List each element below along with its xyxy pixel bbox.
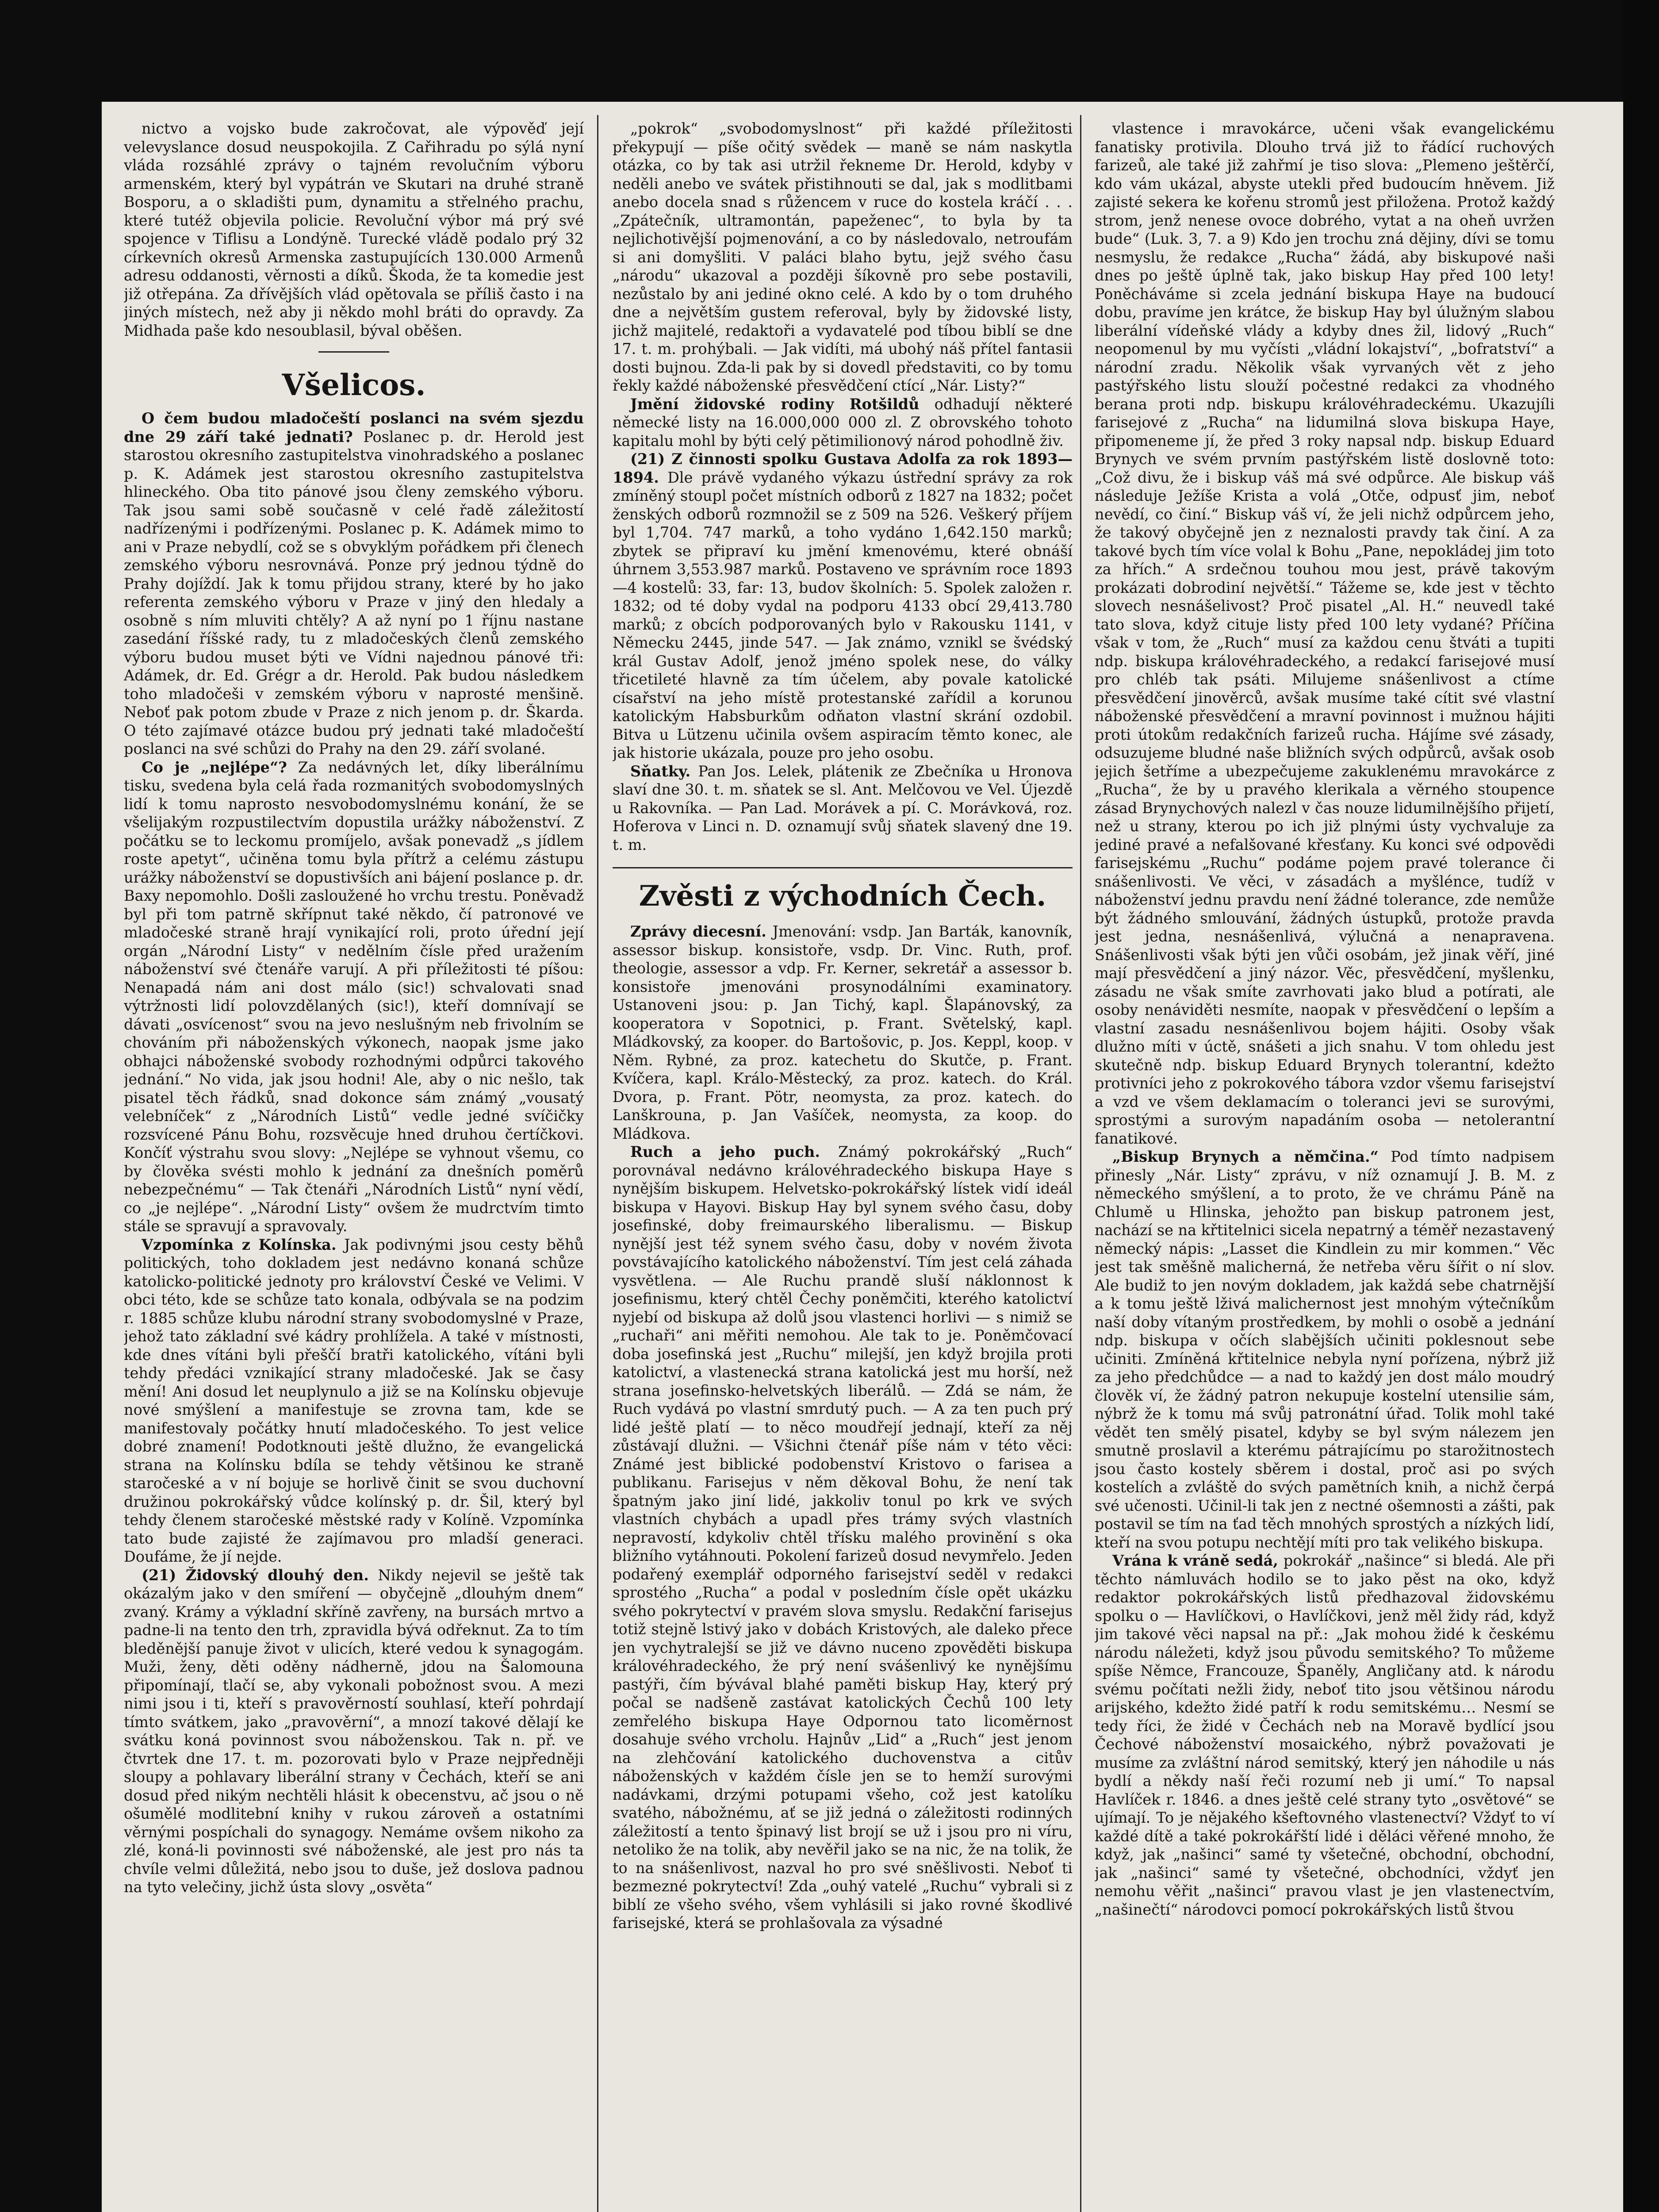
article [124,758,584,1236]
column-1 [124,119,584,2212]
article [613,922,1073,1143]
article [124,1566,584,1897]
article [613,1143,1073,1932]
article-title: (21) Židovský dlouhý den. [142,1566,369,1584]
scan-right-edge [1623,0,1659,2212]
article-body: Nikdy nejevil se ještě tak okázalým jako v den smíření — obyčejně „dlouhým dnem“ zvaný. Krámy a výkladní skříně zavřeny, na bursách mrtvo a padne-li na tento den trh, zpravidla bývá odřeknut. Za to tím bleděnější panuje život v ulicích, které vedou k synagogám. Muži, ženy, děti oděny nádherně, jdou na Šalomouna připomínají, tlačí se, aby vykonali pobožnost svou. A mezi nimi jsou i ti, kteří s pravověrností souhlasí, kteří pohrdají tímto svátkem, jako „pravověrní“, a mnozí takové dělají ke svátku koná povinnost svou náboženskou. Tak n. př. ve čtvrtek dne 17. t. m. pozorovati bylo v Praze nejpředněji sloupy a pohlavary liberální strany v Čechách, kteří se ani dosud před nikým nechtěli hlásit k obecenstvu, ač jsou o ně ošumělé modlitební knihy v rukou zároveň a ostatními věrnými pospíchali do synagogy. Nemáme ovšem nikoho za zlé, koná-li povinnosti své náboženské, ale jest pro nás ta chvíle velmi důležitá, nebo jsou to duše, jež doslova padnou na tyto velečiny, jichž ústa slovy „osvěta“ [124,1566,584,1896]
article [124,1236,584,1566]
article-body: Dle právě vydaného výkazu ústřední správy za rok zmíněný stoupl počet místních odborů z 1827 na 1832; počet ženských odborů rozmnožil se z 509 na 526. Veškerý příjem byl 1,704. 747 marků, a toho vydáno 1,642.150 marků; zbytek se připraví ku jmění kmenovému, které obnáší úhrnem 3,553.987 marků. Postaveno ve správním roce 1893 —4 kostelů: 33, far: 13, budov školních: 5. Spolek založen r. 1832; od té doby vydal na podporu 4133 obcí 29,413.780 marků; z obcích podporovaných bylo v Rakousku 1141, v Německu 2445, jinde 547. — Jak známo, vznikl se švédský král Gustav Adolf, jenož jméno spolek nese, do války třicetileté hlavně za tím účelem, aby povale katolické císařství na jeho místě protestanské zařídil a korunou katolickým Habsburkům odňaton vlastní skrání ozdobil. Bitva u Lützenu učinila ovšem aspiracím těmto konec, ale jak historie ukázala, pouze pro jeho osobu. [613,469,1073,761]
article-title: Ruch a jeho puch. [630,1143,820,1160]
article-title: Vrána k vráně sedá, [1112,1552,1278,1569]
article-body: Za nedávných let, díky liberálnímu tisku, svedena byla celá řada rozmanitých svobodomyslných lidí k tomu naprosto nesvobodomyslnému konání, že se všelijakým rozpustilectvím dopustila urážky náboženství. Z počátku se to leckomu promíjelo, avšak ponevadž „s jídlem roste apetyt“, učiněna tomu byla přítrž a celému zástupu urážky náboženství se dopustivších ani bájení poslance p. dr. Baxy nepomohlo. Došli zasloužené ho vrchu trestu. Poněvadž byl při tom patrně skřípnut také někdo, čí patronové ve mladočeské straně hrají vynikající roli, proto úřední její orgán „Národní Listy“ v nedělním čísle před uražením náboženství své čtenáře varují. A při příležitosti té píšou: Nenapadá nám ani dost málo (sic!) schvalovati snad výtržnosti lidí polovzdělaných (sic!), kteří domnívají se dávati „osvícenost“ svou na jevo neslušným neb frivolním se chováním při náboženských výkonech, naopak jsme jako obhajci náboženské svobody rozhodnými odpůrci takového jednání.“ No vida, jak jsou hodni! Ale, aby o nic nešlo, tak pisatel těch řádků, snad dokonce sám známý „vousatý velebníček“ z „Národních Listů“ vedle jedné svíčičky rozsvícené Pánu Bohu, rozsvěcuje hned druhou čertíčkovi. Končíť výstrahu svou slovy: „Nejlépe se vyhnout všemu, co by člověka svésti mohlo k jednání za dnešních poměrů nebezpečnému“ — Tak čtenáři „Národních Listů“ nyní vědí, co „je nejlépe“. „Národní Listy“ ovšem že mudrctvím timto stále se spravují a spravovaly. [124,758,584,1235]
article-body: Známý pokrokářský „Ruch“ porovnával nedávno královéhradeckého biskupa Haye s nynějším biskupem. Helvetsko-pokrokářský lístek vidí ideál biskupa v Hayovi. Biskup Hay byl synem svého času, doby josefinské, doby freimaurského liberalismu. — Biskup nynější jest též synem svého času, doby v novém života povstávajícího katolického náboženství. Tím jest celá záhada vysvětlena. — Ale Ruchu prandě sluší náklonnost k josefinismu, který chtěl Čechy poněmčiti, kterého katolictví nyjebí od biskupa až dolů jsou vlastenci horlivi — s nimiž se „ruchaři“ ani měřiti nemohou. Ale tak to je. Poněmčovací doba josefinská jest „Ruchu“ milejší, jen když brojila proti katolictví, a vlastenecká strana katolická jest mu horší, než strana josefinsko-helvetských liberálů. — Zdá se nám, že Ruch vydává po vlastní smrdutý puch. — A za ten puch prý lidé ještě platí — to něco moudřejí jednají, kteří za něj zůstávají dlužni. — Všichni čtenář píše nám v této věci: Známé jest biblické podobenství Kristovo o farisea a publikanu. Farisejus v něm děkoval Bohu, že není tak špatným jako jiní lidé, jakkoliv tonul po krk ve svých vlastních chybách a upadl přes trámy svých vlastních nepravostí, kdykoliv chtěl třísku malého provinění s oka bližního vytáhnouti. Pokolení farizeů dosud nevymřelo. Jeden podařený exemplář odporného farisejství seděl v redakci sprostého „Rucha“ a podal v posledním čísle opět ukázku svého pokrytectví v pravém slova smyslu. Redakční farisejus totiž stejně lstivý jako v dobách Kristových, ale daleko přece jen vychytralejší se již ve dávno nuceno zpověděti biskupa královéhradeckého, že prý není svášenlivý ke nynějšímu pastýři, čím bývával blahé paměti biskup Hay, který prý počal se nadšeně zastávat katolických Čechů 100 lety zemřelého biskupa Haye Odpornou tato licoměrnost dosahuje svého vrcholu. Hajnův „Lid“ a „Ruch“ jest jenom na zlehčování katolického duchovenstva a citův náboženských v každém čísle jen se to hemží surovými nadávkami, drzými potupami všeho, což jest katolíku svatého, nábožnému, ať se již jedná o záležitosti rodinných záležitostí a tento špinavý list brojí se už i jsou pro ni víru, netoliko že na tolik, aby nevěřil jako se na nic, že na tolik, že to na snášenlivost, nazval ho pro své sněšlivosti. Neboť ti bezmezné pokrytectví! Zda „ouhý vatelé „Ruchu“ vybrali si z biblí ze všeho svého, všem vyhlásili si jako rovné škodlivé farisejské, která se prohlašovala za výsadné [613,1143,1073,1932]
article-title: O čem budou mladočeští poslanci na svém sjezdu dne 29 září také jednati? [124,410,584,445]
article-body: Pan Jos. Lelek, plátenik ze Zbečníka u Hronova slaví dne 30. t. m. sňatek se sl. Ant. Melčovou ve Vel. Újezdě u Rakovníka. — Pan Lad. Morávek a pí. C. Morávková, roz. Hoferova v Linci n. D. oznamují svůj sňatek slavený dne 19. t. m. [613,762,1073,853]
article-title: Sňatky. [630,762,691,780]
article-body: Jmenování: vsdp. Jan Barták, kanovník, assessor biskup. konsistoře, vsdp. Dr. Vinc. Ruth, prof. theologie, assessor a vdp. Fr. Kerner, sekretář a assessor b. konsistoře jmenováni prosynodálními examinatory. Ustanoveni jsou: p. Jan Tichý, kapl. Šlapánovský, za kooperatora v Sopotnici, p. Frant. Světelský, kapl. Mládkovský, za kooper. do Bartošovic, p. Jos. Keppl, koop. v Něm. Rybné, za proz. katechetu do Skutče, p. Frant. Kvíčera, kapl. Králo-Městecký, za proz. katech. do Král. Dvora, p. Frant. Pötr, neomysta, za proz. katech. do Lanškrouna, p. Jan Vašíček, neomysta, za koop. do Mládkova. [613,923,1073,1142]
paragraph: nictvo a vojsko bude zakročovat, ale výpověď její velevyslance dosud neuspokojila. Z Cařihradu po sýlá nyní vláda rozsáhlé zprávy o tajném revolučním výboru armenském, který byl vypátrán ve Skutari na druhé straně Bosporu, a o skladišti pum, dynamitu a střelného prachu, které tutéž objevila policie. Revoluční výbor má prý své spojence v Tiflisu a Londýně. Turecké vládě podalo prý 32 církevních okresů Armenska zastupujících 130.000 Armenů adresu oddanosti, věrnosti a díků. Škoda, že ta komedie jest již otřepána. Za dřívějších vlád opětovala se příliš často i na jiných místech, než aby ji někdo mohl bráti do opravdy. Za Midhada paše kdo nesoublasil, býval oběšen. [124,120,584,339]
article-title: „Biskup Brynych a němčina.“ [1112,1148,1379,1165]
article-body: Poslanec p. dr. Herold jest starostou okresního zastupitelstva vinohradského a poslanec p. K. Adámek jest starostou okresního zastupitelstva hlineckého. Oba tito pánové jsou členy zemského výboru. Tak jsou sami sobě současně v celé řadě záležitostí nadřízenými i podřízenými. Poslanec p. K. Adámek mimo to ani v Praze nebydlí, což se s obvyklým pořádkem při členech zemského výboru nesrovnává. Ponze prý jednou týdně do Prahy dojíždí. Jak k tomu přijdou strany, které by ho jako referenta zemského výboru v Praze v jiný den hledaly a osobně s ním mluviti chtěly? A až nyní po 1 říjnu nastane zasedání říšské rady, tu z mladočeských členů zemského výboru budou muset býti ve Vídni najednou pánové tři: Adámek, dr. Ed. Grégr a dr. Herold. Pak budou následkem toho mladočeši v zemském výboru v naprosté menšině. Neboť pak potom zbude v Praze z nich jenom p. dr. Škarda. O této zajímavé otázce budou prý jednati také mladočeští poslanci na své schůzi do Prahy na den 29. září svolané. [124,428,584,757]
article [613,395,1073,450]
article [124,409,584,758]
article-title: Vzpomínka z Kolínska. [142,1236,337,1253]
article-title: Co je „nejlépe“? [142,758,287,776]
article-body: Pod tímto nadpisem přinesly „Nár. Listy“ zprávu, v níž oznamují J. B. M. z německého smýšlení, a to proto, že ve chrámu Páně na Chlumě u Hlinska, jehožto pan biskup patronem jest, nachází se na křtitelnici sicela nepatrný a téměř nezastavený německý nápis: „Lasset die Kindlein zu mir kommen.“ Věc jest tak směšně malicherná, že netřeba věru šířit o ní slov. Ale budiž to jen novým dokladem, jak každá sebe chatrnější a k tomu ještě lživá malichernost jest mnohým výtečníkům naší doby vítaným prostředkem, by mohli o osobě a jednání ndp. biskupa v očích slabějších učiniti poklesnout sebe učiniti. Zmíněná křtitelnice nebyla nyní pořízena, nýbrž již za jeho předchůdce — a nad to každý jen dost málo moudrý člověk ví, že žádný patron nekupuje kostelní utensilie sám, nýbrž že k tomu má svůj patronátní úřad. Tolik mohl také vědět ten smělý pisatel, kdyby se byl svým nálezem jen smutně proslavil a kterému pátrajícímu po starožitnostech jsou často kostely sběrem i dostal, proč asi po svých kostelích a zvláště do svých pamětních knih, a nichž čerpá své učenosti. Učinil-li tak jen z nectné ošemnosti a zášti, pak postavil se tím na ťad těch mnohých sprostých a nízkých lidí, kteří na svou potupu nechtějí míti pro tak velikého biskupa. [1095,1148,1555,1551]
newspaper-page [102,102,1623,2212]
column-3 [1095,119,1555,2212]
article-title: Jmění židovské rodiny Rotšildů [630,395,920,413]
paragraph: „pokrok“ „svobodomyslnost“ při každé příležitosti překypují — píše očitý svědek — maně se nám naskytla otázka, co by tak asi utržil řekneme Dr. Herold, kdyby v neděli anebo ve svátek přistihnouti se dal, jak s modlitbami anebo docela snad s růžencem v ruce do kostela kráčí . . . „Zpátečník, ultramontán, papeženec“, to byla by ta nejlichotivější pojmenování, a co by následovalo, netroufám si ani domyšliti. V paláci blaho bytu, jejž svého času „národu“ ukazoval a později šíkovně pro sebe postavili, nezůstalo by ani jediné okno celé. A kdo by o tom druhého dne a největším gustem referoval, byly by židovské listy, jichž majitelé, redaktoři a vydavatelé pod tíbou biblí se dne 17. t. m. prohýbali. — Jak vidíti, má ubohý náš přítel fantasii dosti bujnou. Zda-li pak by si dovedl představiti, co by tomu řekly každé náboženské přesvědčení ctící „Nár. Listy?“ [613,120,1073,394]
section-title: Všelicos. [282,368,426,402]
article-title: (21) Z činnosti spolku Gustava Adolfa za rok 1893—1894. [613,450,1073,486]
article [1095,1148,1555,1551]
article [613,762,1073,854]
separator [318,351,389,353]
section-headline: Zvěsti z východních Čech. [613,867,1073,916]
article-body: odhadují některé německé listy na 16.000,000 000 zl. Z obrovského tohoto kapitalu mohl by býti celý pětimilionový národ pohodlně živ. [613,395,1073,449]
article [1095,1551,1555,1919]
article-body: pokrokář „našince“ si bledá. Ale při těchto námluvách hodilo se to jako pěst na oko, když redaktor pokrokářských listů předhazoval židovskému spolku o — Havlíčkovi, o Havlíčkovi, jenž měl židy rád, když jim takové věci napsal na př.: „Jak mohou židé k českému národu náležeti, když jsou původu semitského? To můžeme spíše Němce, Francouze, Španěly, Angličany atd. k národu svému počítati nežli židy, neboť tito jsou většinou národu arijského, kdežto židé patří k rodu semitskému… Nesmí se tedy říci, že židé v Čechách neb na Moravě bydlící jsou Čechové náboženství mosaického, nýbrž považovati je musíme za zvláštní národ semitský, který jen náhodile u nás bydlí a někdy naší řeči rozumí neb ji umí.“ To napsal Havlíček r. 1846. a dnes ještě celé strany tyto „osvětové“ se ujímají. To je nějakého kšeftovného vlastenectví? Vždyť to ví každé dítě a také pokrokářští lidé i děláci věřené mnoho, že když, jak „našinci“ samé ty všetečné, obchodní, obchodní, jak „našinci“ samé ty všetečné, obchodníci, vždyť jen nemohu věřit „našinci“ pravou vlast je jen vlastenectvím, „našinečtí“ národovci pomocí pokrokářských listů štvou [1095,1552,1555,1918]
paragraph: vlastence i mravokárce, učeni však evangelickému fanatisky protivila. Dlouho trvá již to řádící ruchových farizeů, ale také již zahřmí je tiso slova: „Plemeno ještěrčí, kdo vám ukázal, abyste utekli před budoucím hněvem. Již zajisté sekera ke kořenu stromů jest přiložena. Protož každý strom, jenž nenese ovoce dobrého, vytat a na oheň uvržen bude“ (Luk. 3, 7. a 9) Kdo jen trochu zná dějiny, dívi se tomu nesmyslu, že redakce „Rucha“ žádá, aby biskupové naši dnes po ještě úplně tak, jako biskup Hay před 100 lety! Poněcháváme si zcela jednání biskupa Haye na budoucí dobu, pravíme jen krátce, že biskup Hay byl úlužným slabou liberální vídeňské vlády a kdyby dnes žil, lidový „Ruch“ neopomenul by mu vyčísti „vládní lokajství“, „bofratství“ a národní zradu. Několik však vyrvaných vět z jeho pastýřského listu slouží počestné redakci za vhodného berana proti ndp. biskupu královéhradeckému. Ukazujíli farisejové z „Rucha“ na lidumilná slova biskupa Haye, připomeneme jí, že před 3 roky napsal ndp. biskup Eduard Brynych ve svém prvním pastýřském listě doslovně toto: „Což divu, že i biskup váš má své odpůrce. Ale biskup váš následuje Ježíše Krista a volá „Otče, odpusť jim, neboť nevědí, co činí.“ Biskup váš ví, že jeli nichž odpůrcem jeho, že takový obyčejně jen z neznalosti pravdy tak činí. A za takové bych tím více volal k Bohu „Pane, nepokládej jim toto za hřích.“ A srdečnou touhou mou jest, právě takovým prokázati dobrodiní největší.“ Tážeme se, kde jest v těchto slovech nesnášelivost? Proč pisatel „Al. H.“ neuvedl také tato slova, když cituje listy před 100 lety vydané? Příčina však v tom, že „Ruch“ musí za každou cenu štváti a tupiti ndp. biskupa královéhradeckého, a redakcí farisejové musí pro chléb tak psáti. Milujeme snášenlivost a ctíme přesvědčení jinověrců, avšak musíme také cítit své vlastní náboženské přesvědčení a mravní povinnost i mužnou hájiti proti útokům redakčních farizeů rucha. Hájíme své zásady, odsuzujeme bludné naše bližních svých odpůrců, avšak osob jejich šetříme a ubezpečujeme zakuklenému mravokárce z „Rucha“, že by u pravého klerikala a věrného stoupence zásad Brynychových nalezl v čas nouze lidumilnějšího přijetí, než u strany, kterou po ich již plnými ústy vychvaluje za jediné pravé a nefalšované křesťany. Ku konci své odpovědi farisejskému „Ruchu“ podáme pojem pravé tolerance či snášenlivosti. Ve věci, v zásadách a myšlénce, tudíž v náboženství jednu pravdu není žádné tolerance, zde nemůže být žádného smlouvání, žádných ústupků, protože pravda jest jedna, nesnášenlivá, výlučná a nenapravena. Snášenlivosti však býti jen vůči osobám, jež jinak věří, jiné mají přesvědčení a jiný názor. Věc, přesvědčení, myšlenku, zásadu ne však smíte zavrhovati jako blud a potírati, ale osoby nenáviděti nesmíte, naopak v přesvědčení o lepším a vlastní zasadu nesnášenlivou bojem hájiti. Osoby však dlužno míti v úctě, snášeti a jich snahu. V tom ohledu jest skutečně ndp. biskup Eduard Brynych tolerantní, kdežto protivníci jeho z pokrokového tábora vzdor všemu farisejství a vzd ve všem deklamacím o toleranci jevi se surovými, sprostými a surovým napadáním osoba — netolerantní fanatikové. [1095,120,1555,1147]
column-2 [613,119,1073,2212]
article-title: Zprávy diecesní. [630,923,766,940]
article-body: Jak podivnými jsou cesty běhů politických, toho dokladem jest nedávno konaná schůze katolicko-politické jednoty pro království České ve Velimi. V obci této, kde se schůze tato konala, odbývala se na podzim r. 1885 schůze klubu národní strany svobodomyslné v Praze, jehož tato základní své kádry prohlížela. A také v místnosti, kde dnes vítáni byli přeščí bratři katolického, vítáni byli tehdy předáci vznikající strany mladočeské. Jak se časy mění! Ani dosud let neuplynulo a již se na Kolínsku objevuje nové smýšlení a manifestuje se zrovna tam, kde se manifestovaly počátky hnutí mladočeského. To jest velice dobré znamení! Podotknouti ještě dlužno, že evangelická strana na Kolínsku bdíla se tehdy většinou ke straně staročeské a v ní bojuje se horlivě činit se svou duchovní družinou pokrokářský vůdce kolínský p. dr. Šil, který byl tehdy členem staročeské městské rady v Kolíně. Vzpomínka tato bude zajisté že zajímavou pro mladší generaci. Doufáme, že jí nejde. [124,1236,584,1565]
column-divider [597,115,598,2212]
article [613,450,1073,762]
column-divider [1080,115,1081,2212]
